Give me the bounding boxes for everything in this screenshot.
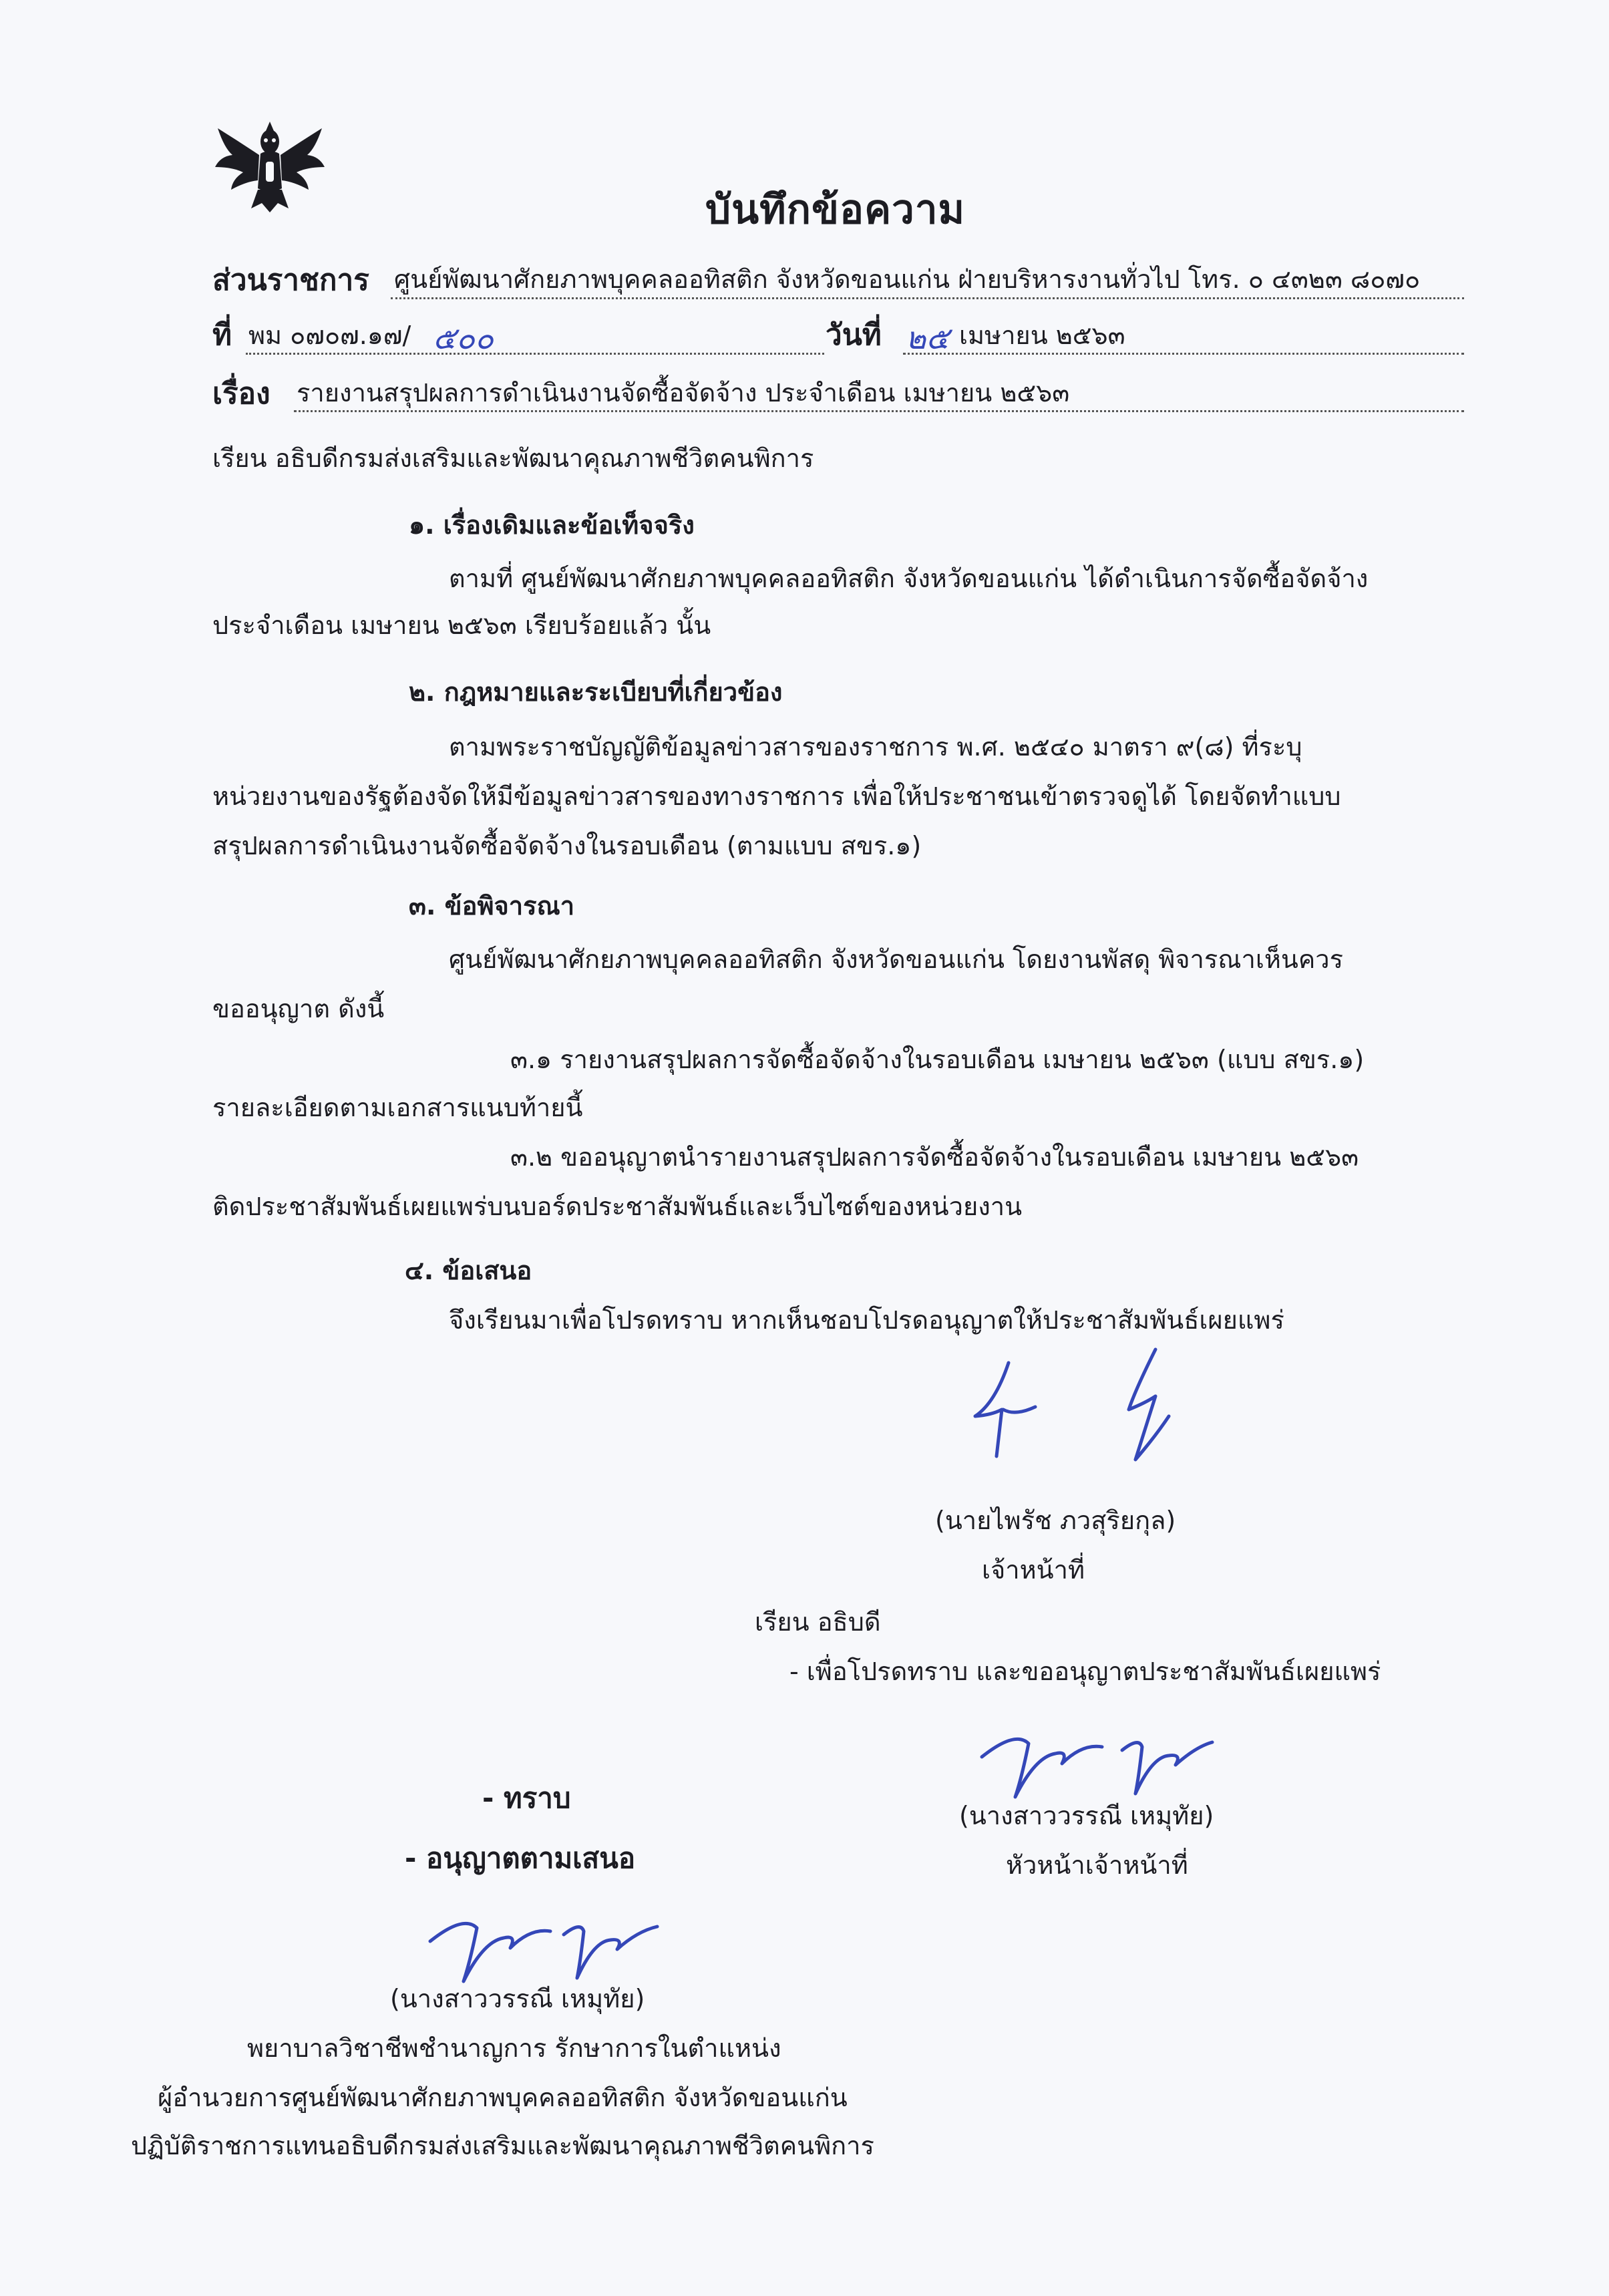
date-label: วันที่ — [826, 318, 882, 352]
subject-label: เรื่อง — [212, 377, 271, 411]
signer-2-position: หัวหน้าเจ้าหน้าที่ — [1006, 1850, 1188, 1880]
forward-note: - เพื่อโปรดทราบ และขออนุญาตประชาสัมพันธ์เผยแพร่ — [789, 1657, 1381, 1686]
section-2-heading: ๒. กฎหมายและระเบียบที่เกี่ยวข้อง — [409, 677, 783, 707]
section-1-heading: ๑. เรื่องเดิมและข้อเท็จจริง — [409, 510, 695, 540]
signer-2-name: (นางสาววรรณี เหมุทัย) — [959, 1801, 1214, 1830]
agency-label: ส่วนราชการ — [212, 263, 369, 297]
signer-3-position-3: ปฏิบัติราชการแทนอธิบดีกรมส่งเสริมและพัฒนาคุณภาพชีวิตคนพิการ — [131, 2131, 874, 2160]
section-2-line-2: หน่วยงานของรัฐต้องจัดให้มีข้อมูลข่าวสารของทางราชการ เพื่อให้ประชาชนเข้าตรวจดูได้ โดยจัดทำแบบ — [212, 782, 1341, 811]
section-3-line-1: ศูนย์พัฒนาศักยภาพบุคคลออทิสติก จังหวัดขอนแก่น โดยงานพัสดุ พิจารณาเห็นควร — [449, 945, 1344, 974]
section-3-2-line-1: ๓.๒ ขออนุญาตนำรายงานสรุปผลการจัดซื้อจัดจ้างในรอบเดือน เมษายน ๒๕๖๓ — [510, 1142, 1359, 1172]
section-1-line-2: ประจำเดือน เมษายน ๒๕๖๓ เรียบร้อยแล้ว นั้น — [212, 611, 711, 640]
section-4-line-1: จึงเรียนมาเพื่อโปรดทราบ หากเห็นชอบโปรดอนุญาตให้ประชาสัมพันธ์เผยแพร่ — [449, 1305, 1284, 1335]
ref-number-handwritten: ๕๐๐ — [433, 320, 494, 356]
date-value: เมษายน ๒๕๖๓ — [959, 321, 1125, 350]
section-2-line-3: สรุปผลการดำเนินงานจัดซื้อจัดจ้างในรอบเดือน (ตามแบบ สขร.๑) — [212, 831, 922, 860]
agency-dotted-line — [391, 297, 1464, 299]
approval-line-2: - อนุญาตตามเสนอ — [405, 1842, 636, 1874]
forward-to: เรียน อธิบดี — [755, 1607, 881, 1637]
garuda-emblem-icon — [212, 115, 327, 215]
section-3-heading: ๓. ข้อพิจารณา — [409, 891, 575, 921]
section-2-line-1: ตามพระราชบัญญัติข้อมูลข่าวสารของราชการ พ.ศ. ๒๕๔๐ มาตรา ๙(๘) ที่ระบุ — [449, 732, 1302, 762]
signature-1 — [955, 1343, 1209, 1476]
signer-3-position-1: พยาบาลวิชาชีพชำนาญการ รักษาการในตำแหน่ง — [247, 2033, 781, 2063]
section-3-1-line-2: รายละเอียดตามเอกสารแนบท้ายนี้ — [212, 1093, 583, 1122]
date-dotted-line — [903, 353, 1464, 355]
subject-value: รายงานสรุปผลการดำเนินงานจัดซื้อจัดจ้าง ประจำเดือน เมษายน ๒๕๖๓ — [297, 378, 1070, 407]
agency-value: ศูนย์พัฒนาศักยภาพบุคคลออทิสติก จังหวัดขอนแก่น ฝ่ายบริหารงานทั่วไป โทร. ๐ ๔๓๒๓ ๘๐๗๐ — [394, 265, 1421, 294]
section-4-heading: ๔. ข้อเสนอ — [405, 1256, 532, 1285]
ref-label: ที่ — [212, 318, 232, 352]
date-day-handwritten: ๒๕ — [906, 320, 950, 356]
signature-2 — [975, 1717, 1216, 1810]
section-3-line-2: ขออนุญาต ดังนี้ — [212, 994, 385, 1023]
signer-3-position-2: ผู้อำนวยการศูนย์พัฒนาศักยภาพบุคคลออทิสติก จังหวัดขอนแก่น — [158, 2083, 848, 2112]
signer-3-name: (นางสาววรรณี เหมุทัย) — [390, 1984, 645, 2013]
memo-title: บันทึกข้อความ — [705, 186, 966, 233]
salutation: เรียน อธิบดีกรมส่งเสริมและพัฒนาคุณภาพชีวิตคนพิการ — [212, 444, 814, 473]
signer-1-position: เจ้าหน้าที่ — [982, 1555, 1085, 1585]
ref-value: พม ๐๗๐๗.๑๗/ — [248, 321, 411, 350]
ref-dotted-line — [246, 353, 824, 355]
section-3-2-line-2: ติดประชาสัมพันธ์เผยแพร่บนบอร์ดประชาสัมพันธ์และเว็บไซต์ของหน่วยงาน — [212, 1192, 1023, 1221]
signer-1-name: (นายไพรัช ภวสุริยกุล) — [935, 1506, 1176, 1535]
subject-dotted-line — [294, 410, 1464, 412]
section-1-line-1: ตามที่ ศูนย์พัฒนาศักยภาพบุคคลออทิสติก จังหวัดขอนแก่น ได้ดำเนินการจัดซื้อจัดจ้าง — [449, 564, 1369, 593]
section-3-1-line-1: ๓.๑ รายงานสรุปผลการจัดซื้อจัดจ้างในรอบเดือน เมษายน ๒๕๖๓ (แบบ สขร.๑) — [510, 1045, 1365, 1074]
approval-line-1: - ทราบ — [482, 1782, 571, 1814]
signature-3 — [423, 1901, 664, 1995]
